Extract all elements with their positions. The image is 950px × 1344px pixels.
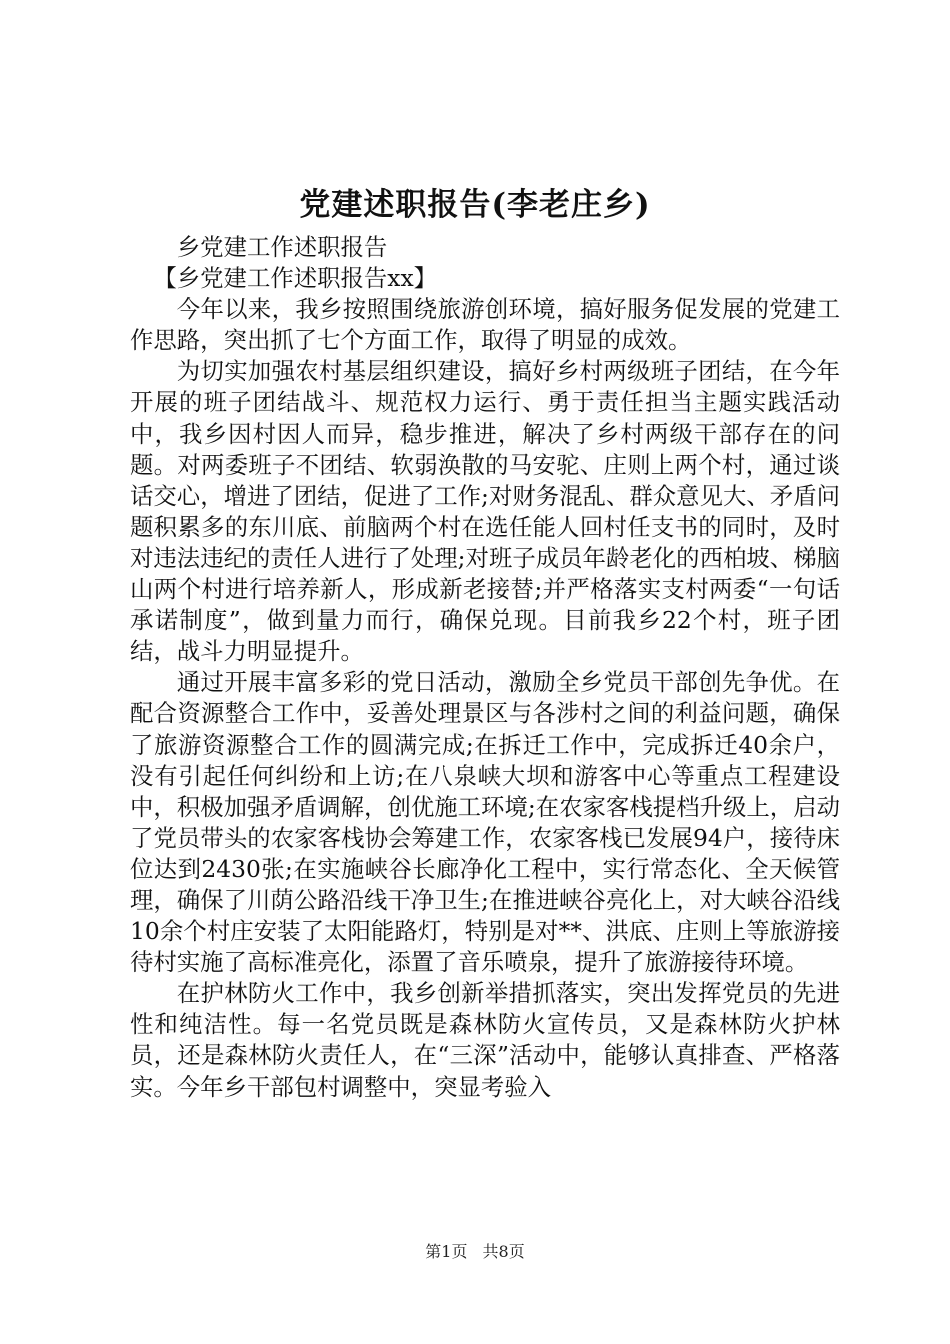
paragraph-4: 在护林防火工作中，我乡创新举措抓落实，突出发挥党员的先进性和纯洁性。每一名党员既是森林防火宣传员，又是森林防火护林员，还是森林防火责任人，在“三深”活动中，能够认真排查、严格落实。今年乡干部包村调整中，突显考验入 bbox=[130, 979, 840, 1101]
page-total: 共8页 bbox=[482, 1242, 525, 1261]
page-title: 党建述职报告(李老庄乡) bbox=[299, 187, 651, 223]
bracket-heading: 【乡党建工作述职报告xx】 bbox=[153, 264, 438, 293]
page-number: 第1页 bbox=[425, 1242, 468, 1261]
paragraph-2: 为切实加强农村基层组织建设，搞好乡村两级班子团结，在今年开展的班子团结战斗、规范权力运行、勇于责任担当主题实践活动中，我乡因村因人而异，稳步推进，解决了乡村两级干部存在的问题。对两委班子不团结、软弱涣散的马安驼、庄则上两个村，通过谈话交心，增进了团结，促进了工作;对财务混乱、群众意见大、矛盾问题积累多的东川底、前脑两个村在选任能人回村任支书的同时，及时对违法违纪的责任人进行了处理;对班子成员年龄老化的西柏坡、梯脑山两个村进行培养新人，形成新老接替;并严格落实支村两委“一句话承诺制度”，做到量力而行，确保兑现。目前我乡22个村，班子团结，战斗力明显提升。 bbox=[130, 357, 840, 666]
paragraph-3: 通过开展丰富多彩的党日活动，激励全乡党员干部创先争优。在配合资源整合工作中，妥善处理景区与各涉村之间的利益问题，确保了旅游资源整合工作的圆满完成;在拆迁工作中，完成拆迁40余户，没有引起任何纠纷和上访;在八泉峡大坝和游客中心等重点工程建设中，积极加强矛盾调解，创优施工环境;在农家客栈提档升级上，启动了党员带头的农家客栈协会筹建工作，农家客栈已发展94户，接待床位达到2430张;在实施峡谷长廊净化工程中，实行常态化、全天候管理，确保了川荫公路沿线干净卫生;在推进峡谷亮化上，对大峡谷沿线10余个村庄安装了太阳能路灯，特别是对**、洪底、庄则上等旅游接待村实施了高标准亮化，添置了音乐喷泉，提升了旅游接待环境。 bbox=[130, 668, 840, 977]
document-body bbox=[130, 232, 840, 1103]
paragraph-1: 今年以来，我乡按照围绕旅游创环境，搞好服务促发展的党建工作思路，突出抓了七个方面工作，取得了明显的成效。 bbox=[130, 295, 840, 355]
page-footer bbox=[0, 1241, 950, 1263]
subtitle-line: 乡党建工作述职报告 bbox=[176, 233, 388, 261]
